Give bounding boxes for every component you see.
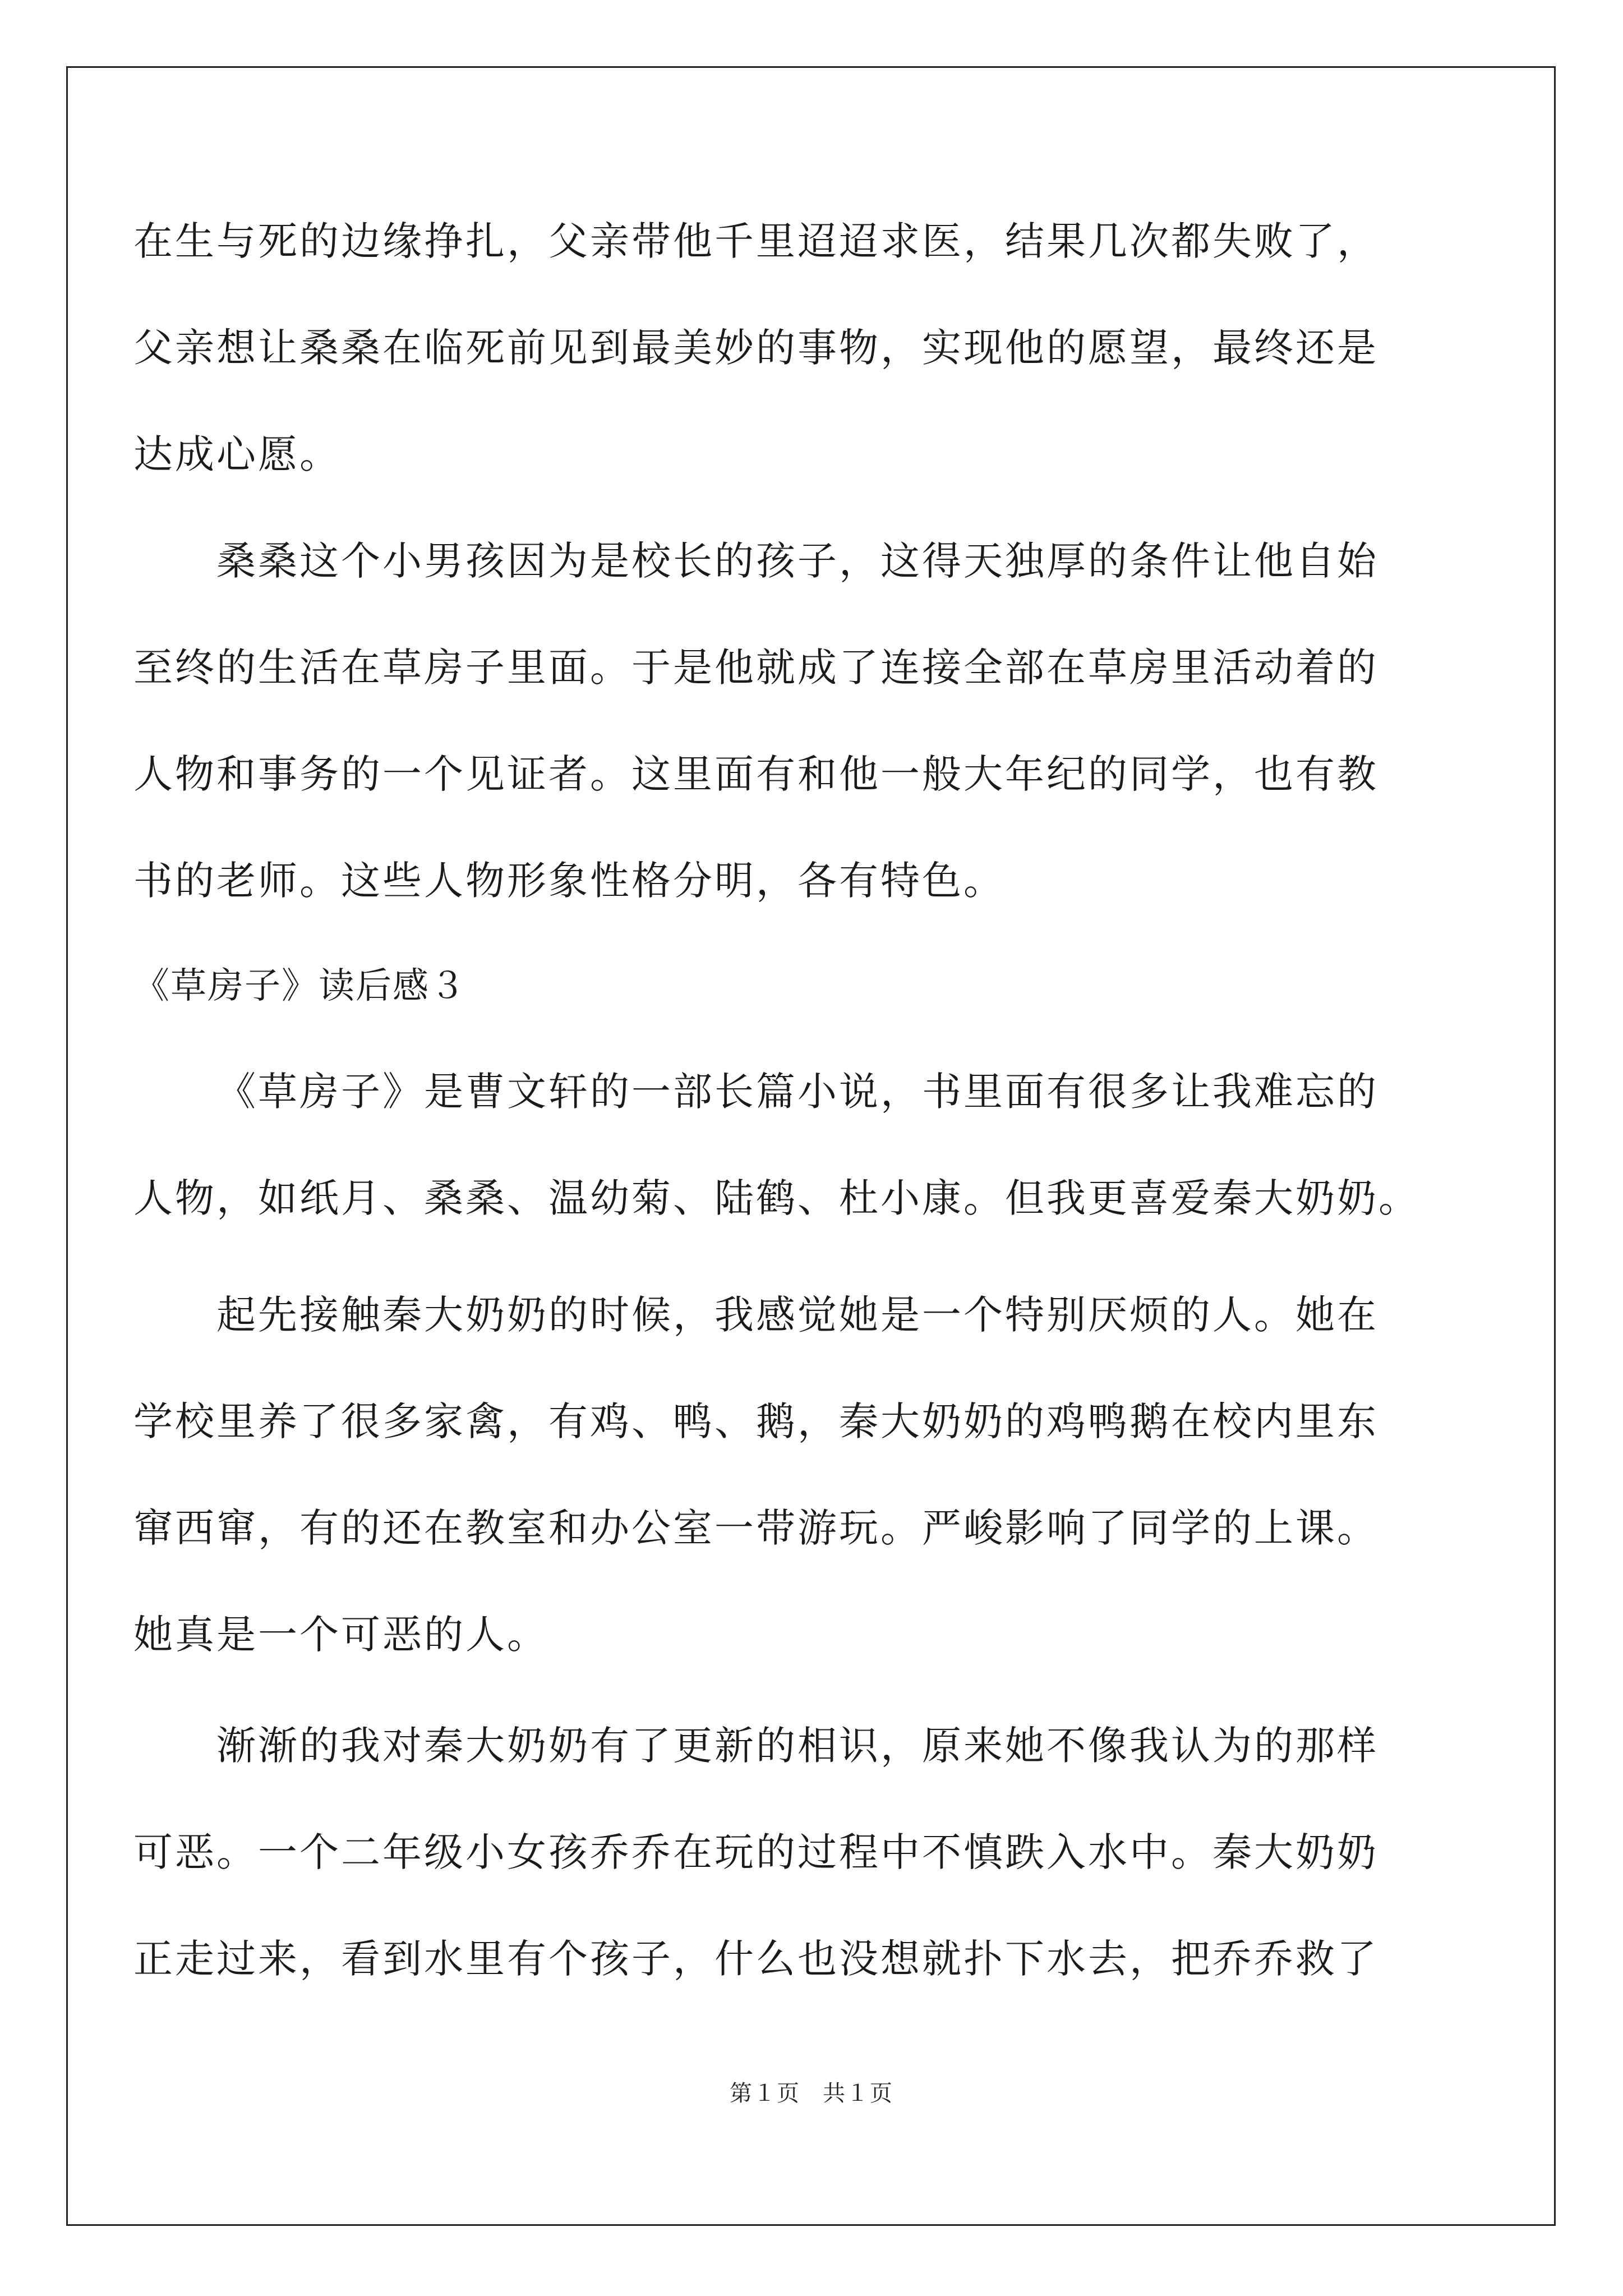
paragraph-line: 学校里养了很多家禽，有鸡、鸭、鹅，秦大奶奶的鸡鸭鹅在校内里东 [133,1398,1378,1444]
paragraph-line: 人物和事务的一个见证者。这里面有和他一般大年纪的同学，也有教 [133,751,1378,797]
paragraph-line: 在生与死的边缘挣扎，父亲带他千里迢迢求医，结果几次都失败了， [133,218,1378,264]
paragraph-line: 书的老师。这些人物形象性格分明，各有特色。 [133,858,1005,904]
paragraph-line: 达成心愿。 [133,431,341,477]
paragraph-line: 她真是一个可恶的人。 [133,1612,548,1658]
page-number: 第１页 [730,2081,800,2106]
paragraph-line: 桑桑这个小男孩因为是校长的孩子，这得天独厚的条件让他自始 [216,538,1378,584]
page-footer [0,2078,1623,2109]
page-total: 共１页 [823,2081,893,2106]
paragraph-line: 可恶。一个二年级小女孩乔乔在玩的过程中不慎跌入水中。秦大奶奶 [133,1829,1378,1875]
paragraph-line: 正走过来，看到水里有个孩子，什么也没想就扑下水去，把乔乔救了 [133,1936,1378,1982]
paragraph-line: 起先接触秦大奶奶的时候，我感觉她是一个特别厌烦的人。她在 [216,1292,1378,1338]
paragraph-line: 《草房子》是曹文轩的一部长篇小说，书里面有很多让我难忘的 [216,1069,1378,1115]
paragraph-line: 人物，如纸月、桑桑、温幼菊、陆鹤、杜小康。但我更喜爱秦大奶奶。 [133,1175,1420,1221]
paragraph-line: 至终的生活在草房子里面。于是他就成了连接全部在草房里活动着的 [133,645,1378,691]
paragraph-line: 父亲想让桑桑在临死前见到最美妙的事物，实现他的愿望，最终还是 [133,325,1378,371]
paragraph-line: 渐渐的我对秦大奶奶有了更新的相识，原来她不像我认为的那样 [216,1723,1378,1769]
page-border [66,66,1556,2226]
section-heading: 《草房子》读后感３ [133,965,467,1007]
paragraph-line: 窜西窜，有的还在教室和办公室一带游玩。严峻影响了同学的上课。 [133,1505,1378,1551]
